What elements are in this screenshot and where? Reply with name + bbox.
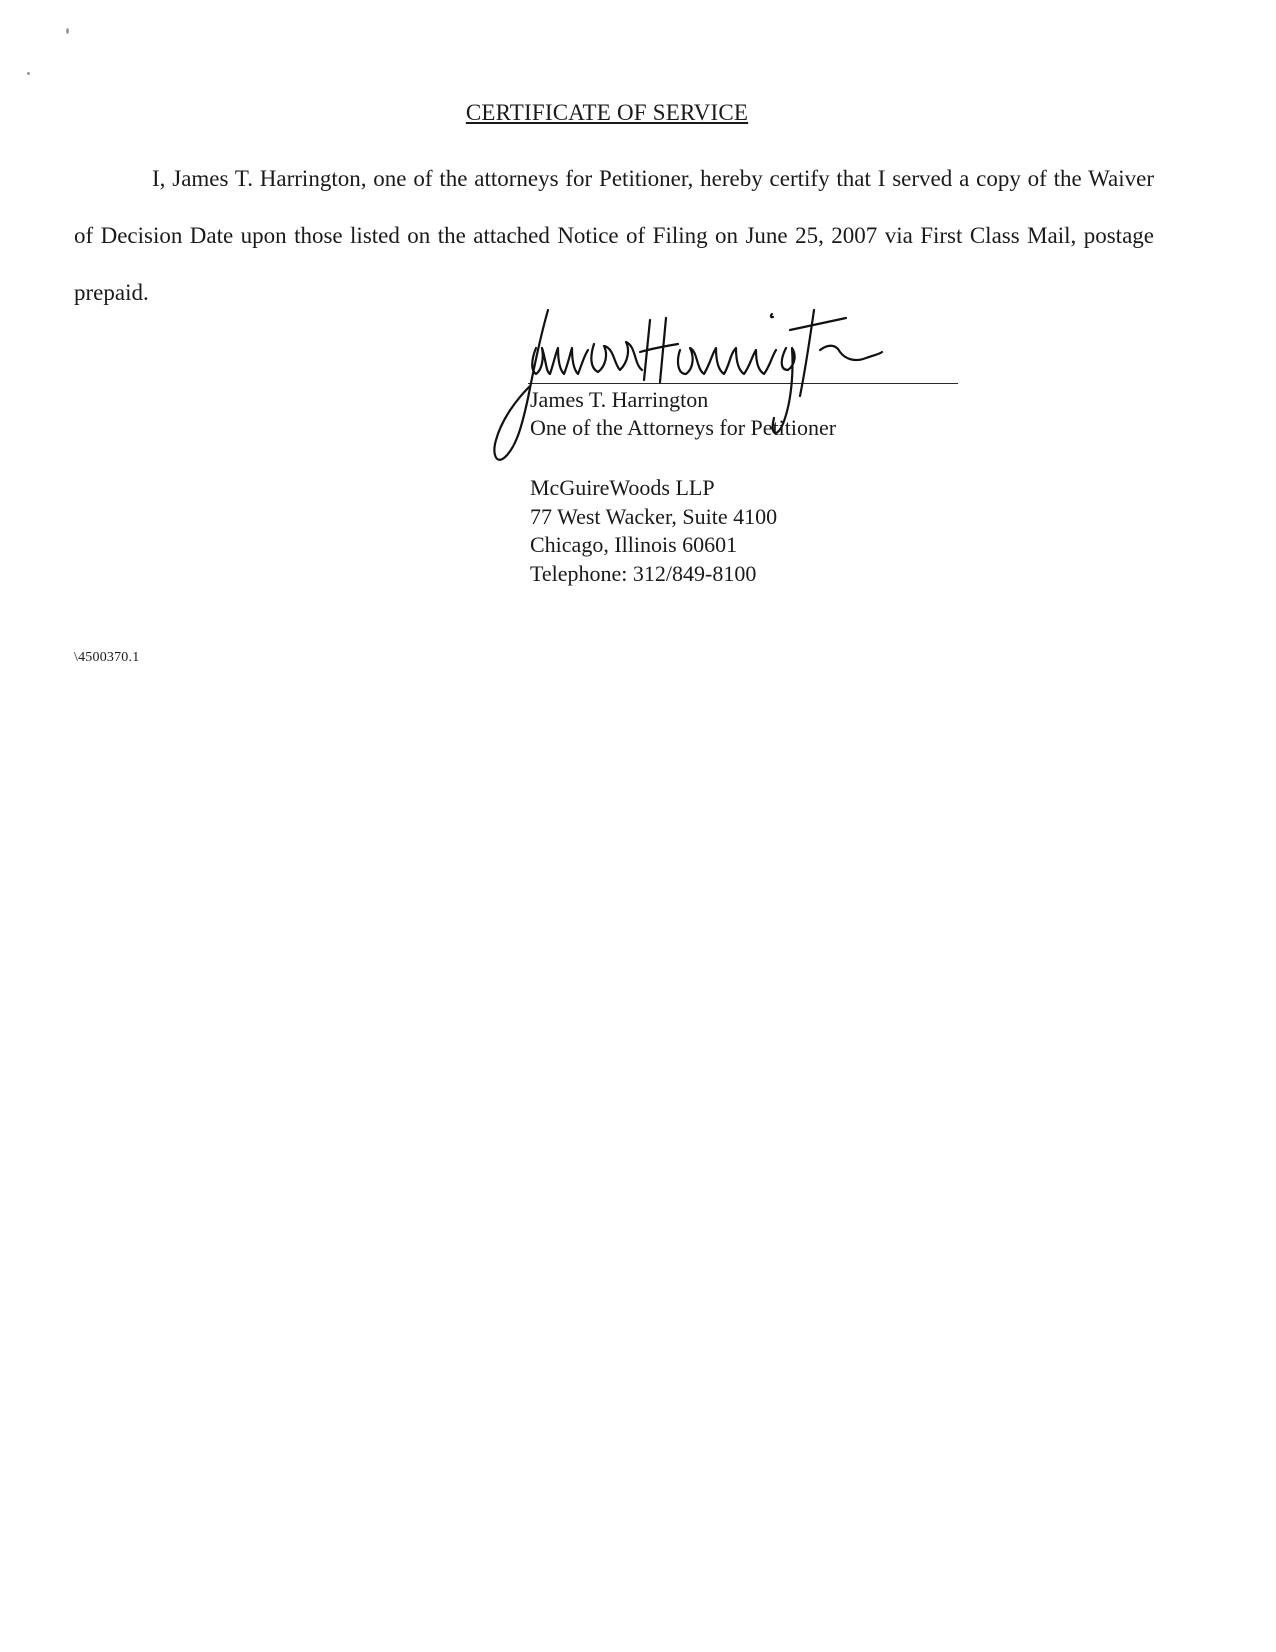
signer-role: One of the Attorneys for Petitioner xyxy=(530,415,837,440)
document-title: CERTIFICATE OF SERVICE xyxy=(465,100,749,125)
scan-speck xyxy=(27,72,30,75)
document-id: \4500370.1 xyxy=(74,650,140,665)
firm-telephone: Telephone: 312/849-8100 xyxy=(530,560,757,586)
firm-address-block xyxy=(530,474,777,588)
firm-city: Chicago, Illinois 60601 xyxy=(530,532,738,557)
handwritten-signature xyxy=(490,308,960,478)
firm-name: McGuireWoods LLP xyxy=(530,475,715,500)
signer-name: James T. Harrington xyxy=(530,387,709,412)
certificate-body: I, James T. Harrington, one of the attorneys for Petitioner, hereby certify that I served a copy of the Waiver of Decision Date upon those listed on the attached Notice of Filing on June 25, 2007 via First Class Mail, postage prepaid. xyxy=(74,166,1154,305)
firm-street: 77 West Wacker, Suite 4100 xyxy=(530,503,778,529)
scan-speck xyxy=(66,28,69,34)
